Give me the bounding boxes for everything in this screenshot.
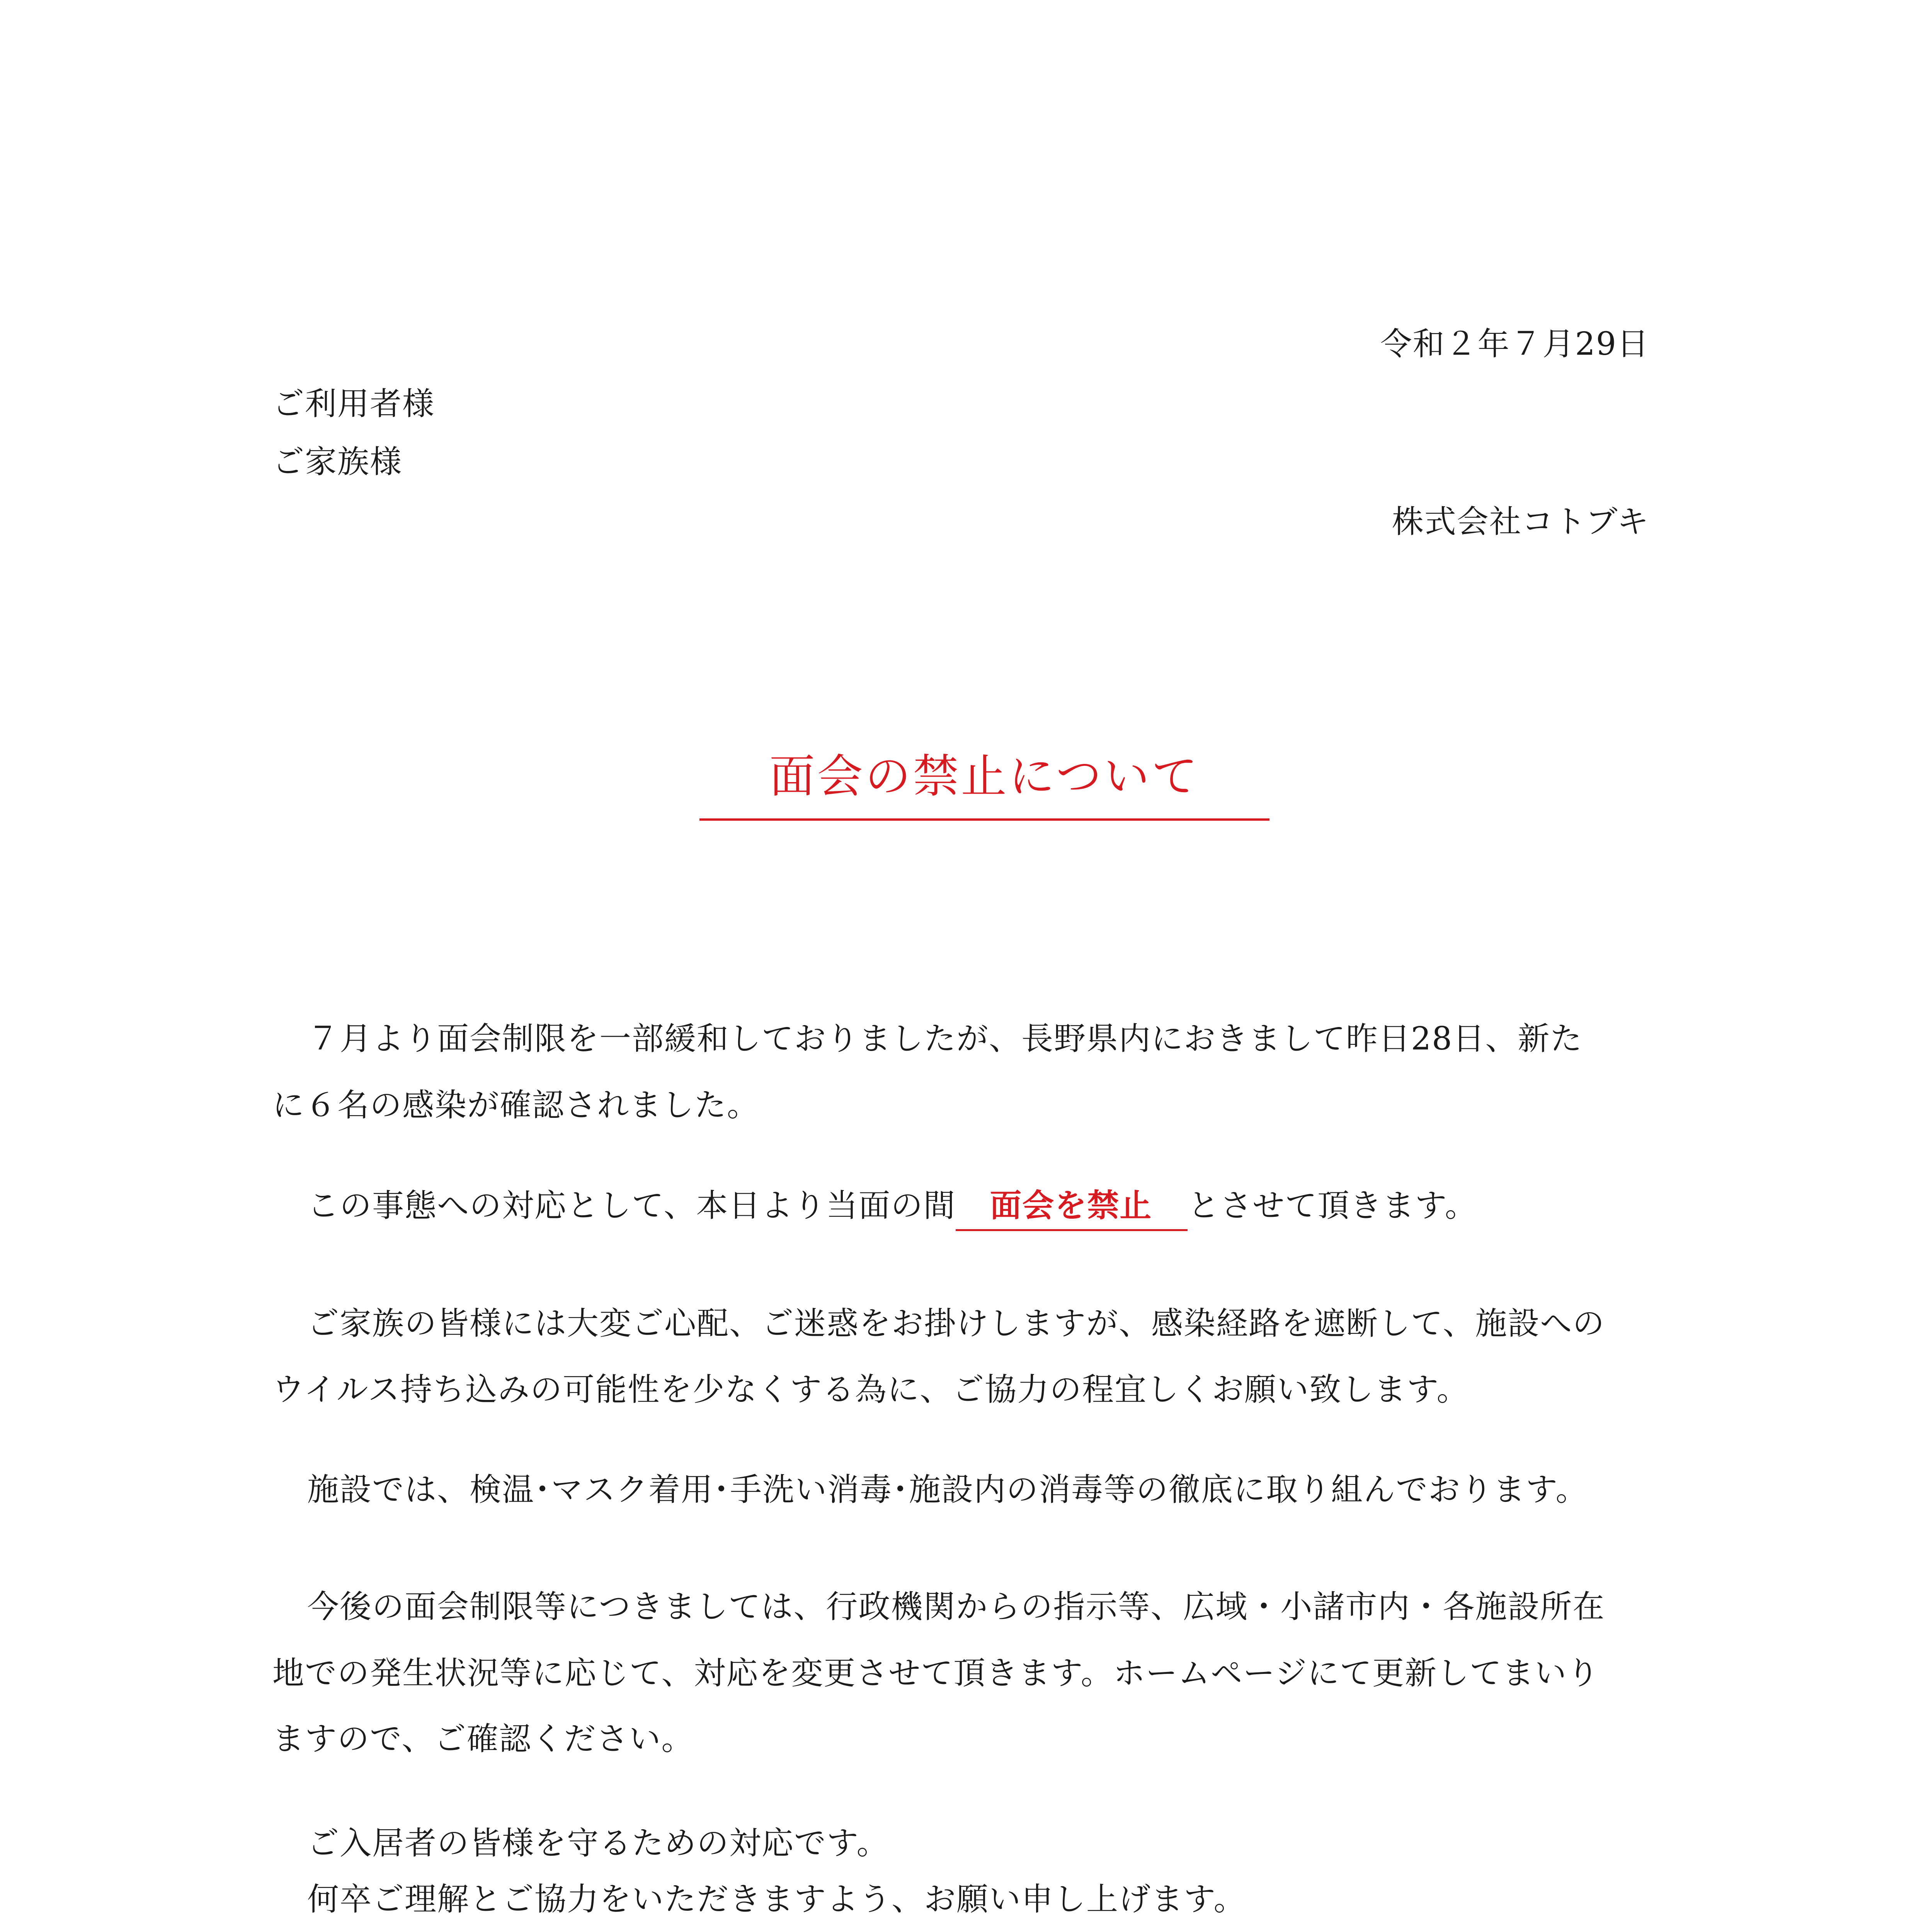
paragraph-2-after: とさせて頂きます。 (1188, 1187, 1477, 1224)
recipient-families: ご家族様 (272, 444, 403, 480)
document-title-block (699, 750, 1269, 823)
paragraph-4: 施設では、検温･マスク着用･手洗い消毒･施設内の消毒等の徹底に取り組んでおります。 (307, 1471, 1588, 1508)
document-title: 面会の禁止について (769, 750, 1200, 803)
paragraph-6-line-1: ご入居者の皆様を守るための対応です。 (307, 1825, 889, 1862)
title-underline (699, 818, 1269, 821)
paragraph-3-line-1: ご家族の皆様には大変ご心配、ご迷惑をお掛けしますが、感染経路を遮断して、施設への (307, 1305, 1605, 1342)
paragraph-2 (307, 1187, 1477, 1224)
paragraph-5-line-3: ますので、ご確認ください。 (272, 1721, 694, 1757)
date: 令和２年７月29日 (1380, 326, 1649, 362)
paragraph-1-line-2: に６名の感染が確認されました。 (272, 1087, 760, 1124)
paragraph-3-line-2: ウイルス持ち込みの可能性を少なくする為に、ご協力の程宜しくお願い致します。 (272, 1371, 1469, 1408)
prohibition-emphasis: 面会を禁止 (956, 1190, 1188, 1222)
paragraph-2-before: この事態への対応として、本日より当面の間 (307, 1187, 956, 1224)
sender-company: 株式会社コトブキ (1392, 503, 1649, 540)
recipient-users: ご利用者様 (272, 386, 435, 422)
paragraph-5-line-2: 地での発生状況等に応じて、対応を変更させて頂きます。ホームページにて更新してまいり (272, 1655, 1600, 1692)
paragraph-5-line-1: 今後の面会制限等につきましては、行政機関からの指示等、広域・小諸市内・各施設所在 (307, 1588, 1605, 1625)
paragraph-1-line-1: ７月より面会制限を一部緩和しておりましたが、長野県内におきまして昨日28日、新た (307, 1020, 1583, 1057)
paragraph-6-line-2: 何卒ご理解とご協力をいただきますよう、お願い申し上げます。 (307, 1881, 1246, 1918)
